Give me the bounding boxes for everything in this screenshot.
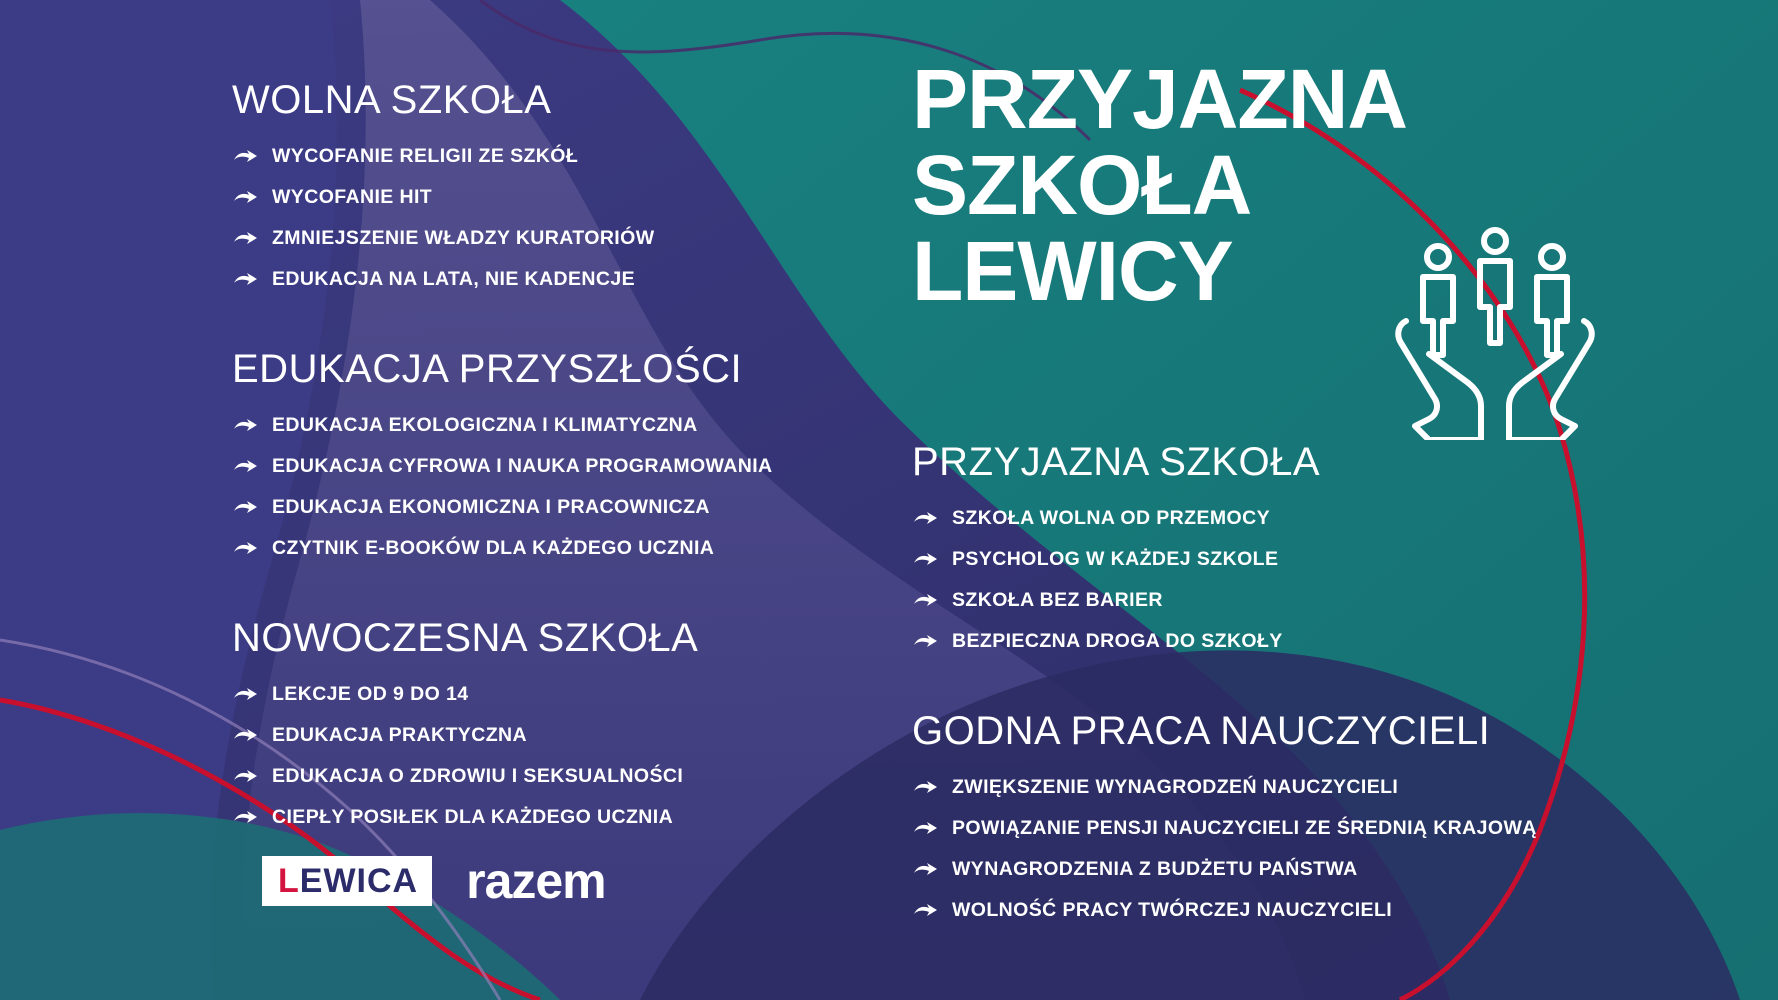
headline-line-3: LEWICY — [912, 223, 1233, 318]
arrow-bullet-icon — [232, 541, 258, 557]
list-item-label: EDUKACJA CYFROWA I NAUKA PROGRAMOWANIA — [272, 455, 773, 477]
list-item — [232, 496, 872, 519]
section-bullet-list — [912, 776, 1612, 922]
arrow-bullet-icon — [232, 190, 258, 206]
list-item — [232, 227, 872, 250]
arrow-bullet-icon — [232, 769, 258, 785]
list-item — [232, 806, 872, 829]
headline-line-1: PRZYJAZNA — [912, 52, 1408, 146]
section-bullet-list — [912, 507, 1612, 653]
list-item-label: CIEPŁY POSIŁEK DLA KAŻDEGO UCZNIA — [272, 806, 674, 828]
list-item-label: WOLNOŚĆ PRACY TWÓRCZEJ NAUCZYCIELI — [952, 899, 1393, 921]
list-item-label: BEZPIECZNA DROGA DO SZKOŁY — [952, 630, 1283, 652]
arrow-bullet-icon — [232, 418, 258, 434]
list-item-label: EDUKACJA NA LATA, NIE KADENCJE — [272, 268, 636, 290]
section-edukacja-przyszlosci — [232, 347, 872, 560]
razem-logo: razem — [466, 853, 606, 909]
list-item — [232, 455, 872, 478]
arrow-bullet-icon — [232, 810, 258, 826]
list-item-label: EDUKACJA EKOLOGICZNA I KLIMATYCZNA — [272, 414, 698, 436]
list-item — [232, 724, 872, 747]
logo-bar — [262, 852, 606, 910]
arrow-bullet-icon — [912, 593, 938, 609]
list-item-label: LEKCJE OD 9 DO 14 — [272, 683, 469, 705]
list-item — [912, 899, 1612, 922]
right-column — [912, 440, 1612, 922]
list-item — [912, 817, 1612, 840]
section-title: GODNA PRACA NAUCZYCIELI — [912, 709, 1491, 753]
left-column — [232, 78, 872, 829]
arrow-bullet-icon — [232, 459, 258, 475]
section-bullet-list — [232, 145, 872, 291]
arrow-bullet-icon — [232, 500, 258, 516]
section-przyjazna-szkola — [912, 440, 1612, 653]
list-item — [232, 414, 872, 437]
arrow-bullet-icon — [912, 511, 938, 527]
list-item — [912, 776, 1612, 799]
list-item — [232, 537, 872, 560]
list-item — [912, 507, 1612, 530]
list-item-label: POWIĄZANIE PENSJI NAUCZYCIELI ZE ŚREDNIĄ KRAJOWĄ — [952, 817, 1537, 839]
list-item-label: ZWIĘKSZENIE WYNAGRODZEŃ NAUCZYCIELI — [952, 776, 1399, 798]
list-item-label: WYCOFANIE RELIGII ZE SZKÓŁ — [272, 145, 579, 167]
list-item — [912, 589, 1612, 612]
list-item — [232, 186, 872, 209]
section-godna-praca-nauczycieli — [912, 709, 1612, 922]
list-item-label: WYCOFANIE HIT — [272, 186, 433, 208]
arrow-bullet-icon — [912, 552, 938, 568]
list-item-label: SZKOŁA BEZ BARIER — [952, 589, 1163, 611]
section-title: NOWOCZESNA SZKOŁA — [232, 616, 699, 660]
arrow-bullet-icon — [232, 687, 258, 703]
section-wolna-szkola — [232, 78, 872, 291]
lewica-logo — [262, 856, 432, 906]
list-item — [912, 548, 1612, 571]
arrow-bullet-icon — [912, 862, 938, 878]
arrow-bullet-icon — [232, 149, 258, 165]
list-item — [912, 858, 1612, 881]
list-item-label: CZYTNIK E-BOOKÓW DLA KAŻDEGO UCZNIA — [272, 537, 715, 559]
list-item — [912, 630, 1612, 653]
lewica-logo-text: EWICA — [299, 862, 419, 900]
list-item-label: EDUKACJA PRAKTYCZNA — [272, 724, 527, 746]
list-item-label: PSYCHOLOG W KAŻDEJ SZKOLE — [952, 548, 1279, 570]
section-bullet-list — [232, 683, 872, 829]
section-title: EDUKACJA PRZYSZŁOŚCI — [232, 347, 743, 391]
arrow-bullet-icon — [232, 272, 258, 288]
headline-line-2: SZKOŁA — [912, 137, 1252, 232]
list-item-label: ZMNIEJSZENIE WŁADZY KURATORIÓW — [272, 227, 655, 249]
arrow-bullet-icon — [232, 231, 258, 247]
list-item — [232, 268, 872, 291]
section-title: PRZYJAZNA SZKOŁA — [912, 440, 1321, 484]
arrow-bullet-icon — [232, 728, 258, 744]
list-item — [232, 765, 872, 788]
list-item-label: EDUKACJA EKONOMICZNA I PRACOWNICZA — [272, 496, 710, 518]
list-item-label: WYNAGRODZENIA Z BUDŻETU PAŃSTWA — [952, 858, 1358, 880]
section-title: WOLNA SZKOŁA — [232, 78, 552, 122]
list-item — [232, 683, 872, 706]
lewica-logo-accent: L — [278, 862, 300, 900]
arrow-bullet-icon — [912, 634, 938, 650]
arrow-bullet-icon — [912, 780, 938, 796]
section-nowoczesna-szkola — [232, 616, 872, 829]
arrow-bullet-icon — [912, 821, 938, 837]
arrow-bullet-icon — [912, 903, 938, 919]
section-bullet-list — [232, 414, 872, 560]
list-item-label: EDUKACJA O ZDROWIU I SEKSUALNOŚCI — [272, 765, 684, 787]
list-item — [232, 145, 872, 168]
hands-holding-people-icon — [1390, 215, 1600, 440]
list-item-label: SZKOŁA WOLNA OD PRZEMOCY — [952, 507, 1270, 529]
